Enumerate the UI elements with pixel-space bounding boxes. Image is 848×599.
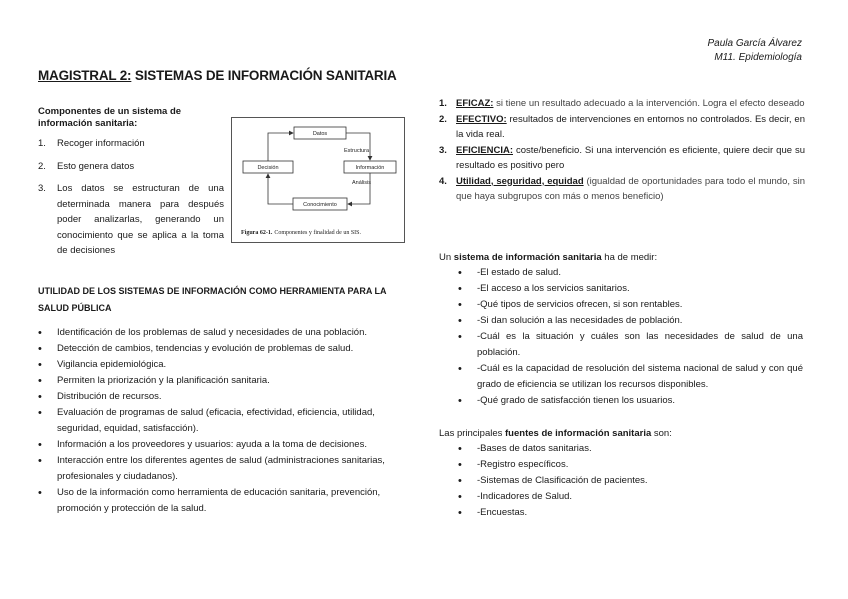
def-number: 4. — [439, 175, 447, 187]
def-text: coste/beneficio. Si una intervención es eficiente, quiere decir que su resultado es positivo pero — [456, 144, 805, 171]
list-item: • Información a los proveedores y usuarios: ayuda a la toma de decisiones. — [38, 437, 404, 453]
list-item: • -Sistemas de Clasificación de pacientes. — [458, 473, 803, 489]
title-prefix: MAGISTRAL 2: — [38, 68, 132, 83]
definitions-list — [439, 96, 805, 205]
list-item — [439, 143, 805, 174]
node-informacion-label: Información — [355, 165, 385, 171]
list-item: • -Si dan solución a las necesidades de población. — [458, 313, 803, 329]
list-item: • Distribución de recursos. — [38, 389, 404, 405]
def-text: resultados de intervenciones en entornos no controlados. Es decir, en la vida real. — [456, 113, 805, 140]
list-item: • Evaluación de programas de salud (eficacia, efectividad, eficiencia, utilidad, seguridad, equidad, satisfacción). — [38, 405, 404, 437]
figure-caption — [241, 229, 362, 236]
list-item: • -Encuestas. — [458, 505, 803, 521]
sources-intro-bold: fuentes de información sanitaria — [505, 428, 652, 439]
list-item: • Detección de cambios, tendencias y evolución de problemas de salud. — [38, 341, 404, 357]
author-block — [708, 37, 803, 65]
def-text: (igualdad de oportunidades para todo el mundo, sin que haya subgrupos con más o menos beneficio) — [456, 175, 805, 202]
def-number: 1. — [439, 98, 447, 109]
list-item: • Vigilancia epidemiológica. — [38, 357, 404, 373]
title-rest: SISTEMAS DE INFORMACIÓN SANITARIA — [131, 68, 397, 83]
list-item: • -Cuál es la situación y cuáles son las necesidades de salud de una población. — [458, 329, 803, 361]
node-datos-label: Datos — [312, 131, 328, 137]
list-item — [439, 96, 805, 112]
list-item: • -Registro específicos. — [458, 457, 803, 473]
edge-label-estructura: Estructura — [344, 148, 370, 154]
sources-list — [458, 441, 803, 521]
arrow-informacion-conocimiento — [348, 173, 370, 204]
list-item — [439, 112, 805, 143]
def-number: 3. — [439, 144, 447, 156]
list-item — [38, 159, 224, 175]
author-name: Paula García Álvarez — [707, 38, 802, 49]
list-item — [439, 174, 805, 205]
list-item: • Identificación de los problemas de salud y necesidades de una población. — [38, 325, 404, 341]
components-heading: Componentes de un sistema de información sanitaria: — [38, 106, 182, 129]
measure-intro-post: ha de medir: — [601, 252, 658, 263]
sources-intro-pre: Las principales — [439, 428, 506, 439]
sis-diagram — [232, 118, 404, 242]
utility-heading: UTILIDAD DE LOS SISTEMAS DE INFORMACIÓN COMO HERRAMIENTA PARA LA SALUD PÚBLICA — [38, 286, 387, 313]
measure-intro-pre: Un — [439, 252, 454, 263]
page-title — [38, 68, 397, 83]
arrow-datos-informacion — [346, 133, 370, 160]
def-text: si tiene un resultado adecuado a la intervención. Logra el efecto deseado — [493, 98, 805, 109]
sis-diagram-figure — [231, 117, 405, 243]
def-term: EFICIENCIA: — [456, 144, 513, 156]
def-term: EFICAZ: — [456, 98, 494, 109]
node-conocimiento-label: Conocimiento — [303, 202, 337, 208]
list-item — [38, 136, 224, 152]
figure-caption-text: Componentes y finalidad de un SIS. — [274, 230, 362, 236]
step-text: Los datos se estructuran de una determinada manera para después poder analizarlas, generando un conocimiento que se aplica a la toma de decisiones — [57, 183, 224, 256]
list-item: • -El acceso a los servicios sanitarios. — [458, 281, 803, 297]
def-number: 2. — [439, 113, 447, 125]
arrow-decision-datos — [268, 133, 293, 161]
step-number: 3. — [38, 183, 46, 194]
list-item: • -Bases de datos sanitarias. — [458, 441, 803, 457]
node-decision-label: Decisión — [257, 165, 279, 171]
step-number: 1. — [38, 138, 46, 149]
sources-intro-post: son: — [651, 428, 672, 439]
measure-intro — [439, 250, 657, 266]
components-steps — [38, 136, 224, 266]
def-term: EFECTIVO: — [456, 113, 507, 125]
figure-caption-label: Figura 62-1. — [241, 230, 273, 236]
arrow-conocimiento-decision — [268, 174, 293, 204]
step-text: Recoger información — [57, 138, 145, 149]
measure-intro-bold: sistema de información sanitaria — [453, 252, 602, 263]
def-term: Utilidad, seguridad, equidad — [456, 175, 584, 187]
subject-name: M11. Epidemiología — [714, 52, 802, 63]
sources-intro — [439, 426, 672, 442]
list-item: • -Cuál es la capacidad de resolución del sistema nacional de salud y con qué grado de eficiencia se utilizan los recursos disponibles. — [458, 361, 803, 393]
list-item: • -Qué grado de satisfacción tienen los usuarios. — [458, 393, 803, 409]
list-item: • Uso de la información como herramienta de educación sanitaria, prevención, promoción y protección de la salud. — [38, 485, 404, 517]
list-item: • -Indicadores de Salud. — [458, 489, 803, 505]
utility-list — [38, 325, 404, 517]
list-item — [38, 181, 224, 259]
step-text: Esto genera datos — [57, 160, 135, 172]
edge-label-analisis: Análisis — [352, 180, 371, 186]
list-item: • -El estado de salud. — [458, 265, 803, 281]
list-item: • -Qué tipos de servicios ofrecen, si son rentables. — [458, 297, 803, 313]
step-number: 2. — [38, 160, 46, 172]
measure-list — [458, 265, 803, 409]
list-item: • Interacción entre los diferentes agentes de salud (administraciones sanitarias, profesionales y ciudadanos). — [38, 453, 404, 485]
list-item: • Permiten la priorización y la planificación sanitaria. — [38, 373, 404, 389]
